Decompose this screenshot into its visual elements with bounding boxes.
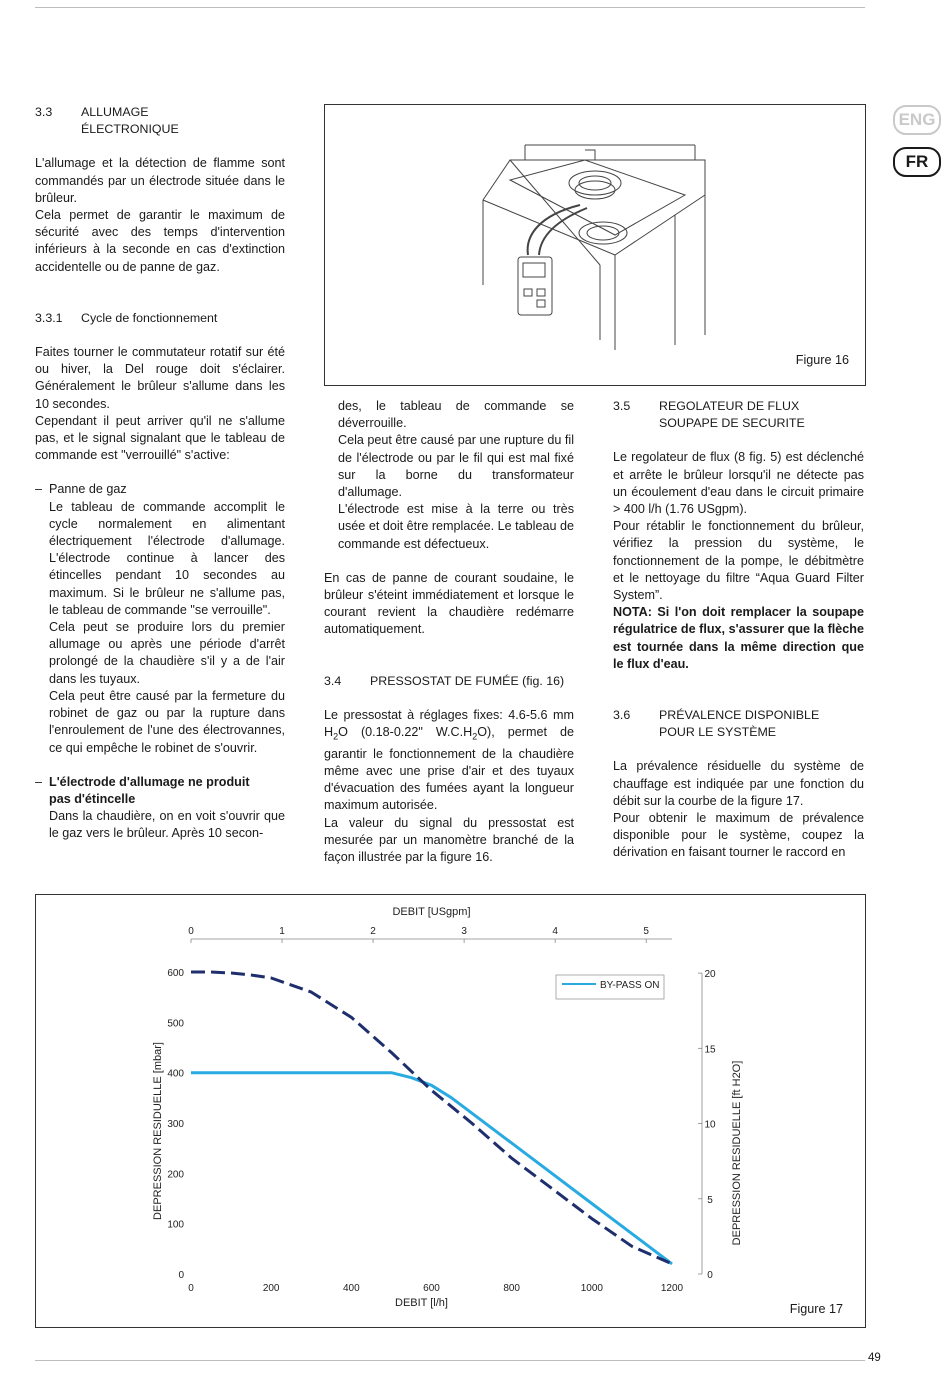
column-left	[35, 104, 285, 843]
y-tick-label: 600	[167, 968, 184, 979]
x-tick-label: 200	[262, 1283, 280, 1294]
section-3-6-para-1: La prévalence résiduelle du système de chauffage est indiquée par une fonction du débit sur la courbe de la figure 17.	[613, 759, 864, 808]
section-3-6-para-2: Pour obtenir le maximum de prévalence disponible pour le système, coupez la dérivation en faisant tourner le raccord en	[613, 811, 864, 860]
x-axis-title: DEBIT [l/h]	[395, 1297, 448, 1309]
y-axis-title: DEPRESSION RESIDUELLE [mbar]	[152, 1042, 164, 1220]
y2-tick-label: 15	[704, 1044, 716, 1056]
section-3-3-heading: 3.3 ALLUMAGE ÉLECTRONIQUE	[35, 105, 179, 137]
section-3-3-1-para-2: Cependant il peut arriver qu'il ne s'allume pas, et le signal signalant que le tableau de commande est "verrouillé" s'active:	[35, 413, 285, 463]
x-tick-label: 0	[188, 1283, 194, 1294]
boiler-illustration	[325, 105, 865, 385]
section-3-4-para-1: Le pressostat à réglages fixes: 4.6-5.6 mm $H_2O$ (0.18-0.22" $W.C.H_2O$), permet de garantir le fonctionnement de la chaudière même avec une prise d'air et des tuyaux d'évacuation des fumées ayant la longueur maximum autorisée.	[324, 707, 574, 813]
section-3-3-para-2: Cela permet de garantir le maximum de sécurité avec des temps d'intervention inférieurs à la seconde en cas d'extinction accidentelle ou de panne de gaz.	[35, 208, 285, 274]
section-3-5-nota: NOTA: Si l'on doit remplacer la soupape régulatrice de flux, s'assurer que la flèche est tournée dans la même direction que le flux d'eau.	[613, 605, 864, 671]
y2-tick-label: 20	[704, 969, 716, 981]
electrode-title-2: pas d'étincelle	[49, 791, 136, 806]
series-line-2	[191, 972, 672, 1264]
column-right	[613, 398, 864, 862]
x2-tick-label: 5	[643, 926, 649, 937]
lang-tab-eng[interactable]: ENG	[893, 105, 941, 135]
panne-de-gaz-para-1: Le tableau de commande accomplit le cycle normalement en alimentant électriquement l'électrode d'allumage. L'électrode continue à lancer des étincelles pendant 10 secondes au maximum. Si le brûleur ne s'allume pas, le tableau de commande "se verrouille".	[49, 499, 285, 617]
lang-tab-fr[interactable]: FR	[893, 147, 941, 177]
bottom-rule	[35, 1360, 865, 1361]
continuation-para-3: L'électrode est mise à la terre ou très usée et doit être remplacée. Le tableau de commande est défectueux.	[338, 502, 574, 551]
continuation-para-1: des, le tableau de commande se déverrouille.	[338, 399, 574, 431]
top-rule	[35, 7, 865, 8]
x-tick-label: 1200	[660, 1283, 684, 1294]
section-3-5-para-1: Le regolateur de flux (8 fig. 5) est déclenché et arrête le brûleur lorsqu'il ne détecte pas un écoulement d'eau dans le circuit primaire > 400 l/h (1.76 USgpm).	[613, 450, 864, 517]
x2-tick-label: 4	[552, 926, 558, 937]
section-3-5-para-2: Pour rétablir le fonctionnement du brûleur, vérifiez la pression du système, le fonctionnement de la pompe, le débitmètre et le nettoyage du filtre “Aqua Guard Filter System”.	[613, 519, 864, 603]
figure-16-frame	[324, 104, 866, 386]
section-3-4-para-2: La valeur du signal du pressostat est mesurée par un manomètre branché de la façon illustrée par la figure 16.	[324, 815, 574, 864]
panne-de-gaz-item: – Panne de gaz Le tableau de commande accomplit le cycle normalement en alimentant électriquement l'électrode d'allumage. L'électrode continue à lancer des étincelles pendant 10 secondes au maximum. Si le brûleur ne s'allume pas, le tableau de commande "se verrouille". Cela peut se produire lors du premier allumage ou après une période d'arrêt prolongé de la chaudière s'il y a de l'air dans les tuyaux. Cela peut être causé par la fermeture du robinet de gaz ou par la rupture dans l'enroulement de l'une des électrovannes, ce qui empêche le robinet de s'ouvrir.	[35, 481, 285, 756]
section-3-6-heading: 3.6 PRÉVALENCE DISPONIBLE POUR LE SYSTÈME	[613, 708, 820, 740]
y-tick-label: 200	[167, 1169, 184, 1181]
electrode-para-1: Dans la chaudière, on en voit s'ouvrir que le gaz vers le brûleur. Après 10 secon-	[49, 809, 285, 841]
page-number: 49	[868, 1352, 881, 1364]
flow-pressure-chart	[36, 895, 865, 1327]
electrode-continuation	[324, 398, 574, 553]
column-middle	[324, 398, 574, 866]
section-3-5-heading: 3.5 REGOLATEUR DE FLUX SOUPAPE DE SECURITE	[613, 399, 805, 431]
electrode-item: – L'électrode d'allumage ne produit pas d'étincelle Dans la chaudière, on en voit s'ouvrir que le gaz vers le brûleur. Après 10 secon-	[35, 774, 285, 843]
x-tick-label: 1000	[580, 1283, 603, 1294]
y2-tick-label: 0	[707, 1270, 713, 1281]
y-tick-label: 500	[167, 1018, 184, 1030]
continuation-para-2: Cela peut être causé par une rupture du fil de l'électrode ou par le fil qui est mal fixé sur la borne du transformateur d'allumage.	[338, 433, 574, 500]
x2-axis-title: DEBIT [USgpm]	[392, 906, 471, 918]
y-tick-label: 300	[167, 1119, 184, 1130]
y2-tick-label: 5	[707, 1194, 713, 1206]
section-3-3-para-1: L'allumage et la détection de flamme sont commandés par un électrode située dans le brûleur.	[35, 156, 285, 205]
x2-tick-label: 0	[188, 926, 194, 937]
panne-de-gaz-para-2: Cela peut se produire lors du premier allumage ou après une période d'arrêt prolongé de la chaudière s'il y a de l'air dans les tuyaux.	[49, 620, 285, 686]
electrode-title-1: L'électrode d'allumage ne produit	[49, 774, 250, 789]
y-tick-label: 400	[167, 1068, 184, 1080]
x-tick-label: 600	[423, 1283, 440, 1294]
x-tick-label: 800	[503, 1283, 521, 1294]
series-line-1	[191, 1073, 672, 1264]
figure-17-frame	[35, 894, 866, 1328]
y-tick-label: 0	[178, 1270, 184, 1281]
y-tick-label: 100	[167, 1219, 184, 1231]
panne-de-gaz-title: Panne de gaz	[49, 482, 127, 497]
x-tick-label: 400	[342, 1283, 360, 1294]
section-3-3-1-para-1: Faites tourner le commutateur rotatif sur été ou hiver, la Del rouge doit s'éclairer. Généralement le brûleur s'allume dans les 10 secondes.	[35, 345, 285, 411]
section-3-3-1-heading: 3.3.1 Cycle de fonctionnement	[35, 310, 218, 325]
x2-tick-label: 2	[370, 926, 376, 937]
x2-tick-label: 1	[279, 926, 285, 937]
x2-tick-label: 3	[461, 926, 467, 937]
legend-label: BY-PASS ON	[600, 980, 660, 991]
section-3-4-heading: 3.4 PRESSOSTAT DE FUMÉE (fig. 16)	[324, 673, 565, 688]
y2-axis-title: DEPRESSION RESIDUELLE [ft H2O]	[731, 1060, 743, 1246]
figure-16-caption: Figure 16	[795, 353, 849, 367]
figure-17-caption: Figure 17	[789, 1302, 843, 1316]
panne-de-gaz-para-3: Cela peut être causé par la fermeture du robinet de gaz ou par la rupture dans l'enroulement de l'une des électrovannes, ce qui empêche le robinet de s'ouvrir.	[49, 688, 285, 755]
power-failure-para: En cas de panne de courant soudaine, le brûleur s'éteint immédiatement et lorsque le courant revient la chaudière redémarre automatiquement.	[324, 570, 574, 637]
y2-tick-label: 10	[704, 1119, 716, 1131]
